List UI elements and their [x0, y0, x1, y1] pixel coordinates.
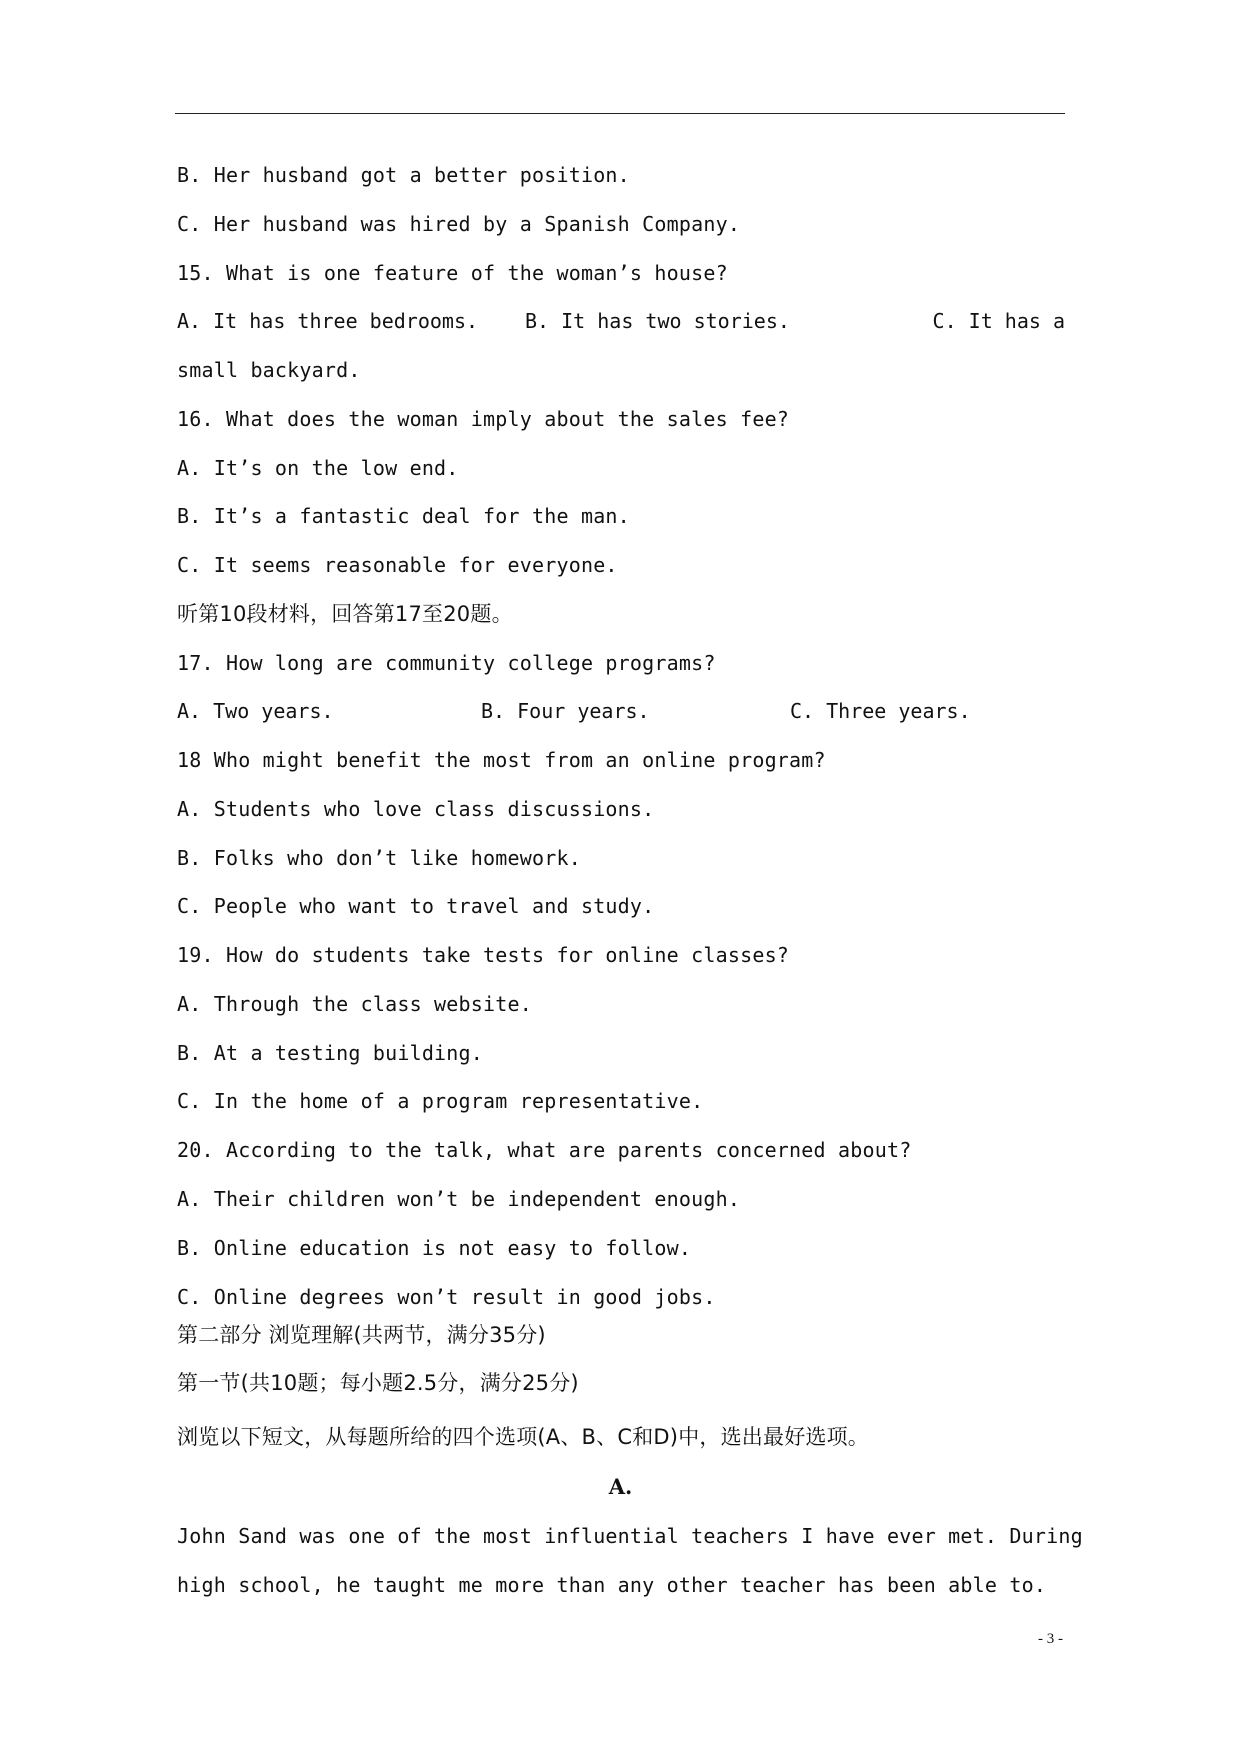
q14-option-b: B. Her husband got a better position.	[177, 163, 630, 187]
header-rule	[175, 113, 1065, 114]
question-19: 19. How do students take tests for online classes?	[177, 943, 790, 967]
q15-option-b: B. It has two stories.	[525, 309, 790, 333]
passage-line-2: high school, he taught me more than any other teacher has been able to.	[177, 1573, 1047, 1597]
question-16: 16. What does the woman imply about the sales fee?	[177, 407, 790, 431]
part-two-heading: 第二部分 浏览理解(共两节，满分35分)	[177, 1323, 546, 1347]
page-number: - 3 -	[1038, 1631, 1063, 1647]
q16-option-b: B. It’s a fantastic deal for the man.	[177, 504, 630, 528]
q18-option-c: C. People who want to travel and study.	[177, 894, 655, 918]
passage-label: A.	[608, 1474, 633, 1499]
reading-instruction: 浏览以下短文，从每题所给的四个选项(A、B、C和D)中，选出最好选项。	[177, 1425, 869, 1449]
question-18: 18 Who might benefit the most from an online program?	[177, 748, 826, 772]
question-20: 20. According to the talk, what are parents concerned about?	[177, 1138, 912, 1162]
q20-option-b: B. Online education is not easy to follow.	[177, 1236, 692, 1260]
q15-option-c-continued: small backyard.	[177, 358, 361, 382]
question-17: 17. How long are community college programs?	[177, 651, 716, 675]
passage-line-1: John Sand was one of the most influential teachers I have ever met. During	[177, 1524, 1083, 1548]
q18-option-b: B. Folks who don’t like homework.	[177, 846, 581, 870]
section-instruction-10: 听第10段材料，回答第17至20题。	[177, 602, 513, 626]
q18-option-a: A. Students who love class discussions.	[177, 797, 655, 821]
q15-option-a: A. It has three bedrooms.	[177, 309, 479, 333]
q20-option-a: A. Their children won’t be independent enough.	[177, 1187, 741, 1211]
q14-option-c: C. Her husband was hired by a Spanish Company.	[177, 212, 741, 236]
question-15: 15. What is one feature of the woman’s house?	[177, 261, 728, 285]
q15-option-c: C. It has a	[932, 309, 1065, 333]
q17-option-a: A. Two years.	[177, 699, 334, 723]
q19-option-b: B. At a testing building.	[177, 1041, 484, 1065]
q16-option-a: A. It’s on the low end.	[177, 456, 459, 480]
q16-option-c: C. It seems reasonable for everyone.	[177, 553, 618, 577]
q17-option-b: B. Four years.	[481, 699, 650, 723]
q19-option-a: A. Through the class website.	[177, 992, 532, 1016]
q19-option-c: C. In the home of a program representative.	[177, 1089, 704, 1113]
q17-option-c: C. Three years.	[790, 699, 971, 723]
q20-option-c: C. Online degrees won’t result in good jobs.	[177, 1285, 716, 1309]
section-one-heading: 第一节(共10题；每小题2.5分，满分25分)	[177, 1371, 579, 1395]
